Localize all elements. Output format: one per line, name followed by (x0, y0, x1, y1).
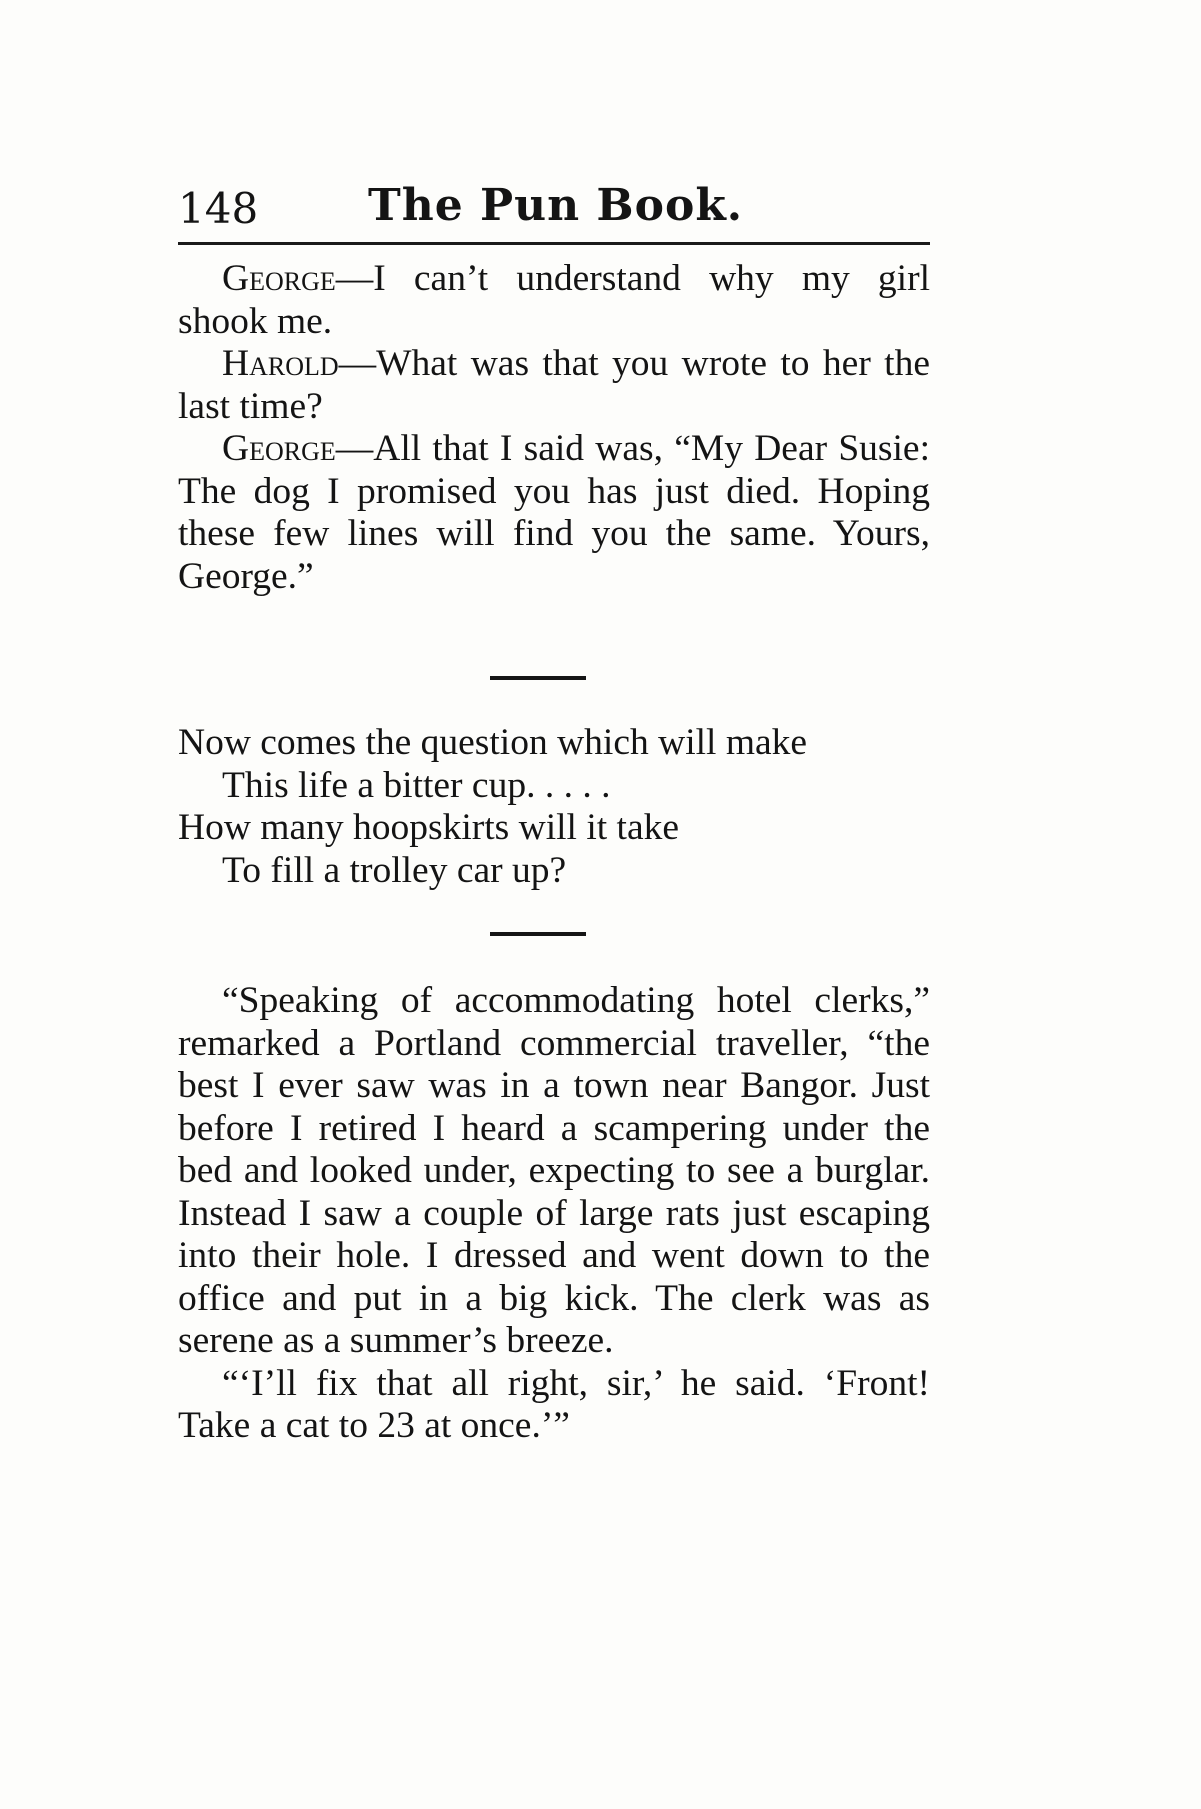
verse-section (178, 722, 938, 892)
page-number: 148 (178, 184, 259, 233)
dialogue-text: —What was that you wrote to her the last time? (178, 343, 930, 427)
dialogue-line (178, 343, 930, 428)
dialogue-line (178, 258, 930, 343)
running-head (178, 178, 930, 245)
anecdote-paragraph: “‘I’ll fix that all right, sir,’ he said. ‘Front! Take a cat to 23 at once.’” (178, 1362, 930, 1446)
section-divider (490, 676, 586, 680)
verse-line: Now comes the question which will make (178, 722, 808, 763)
dialogue-line (178, 428, 930, 598)
verse-line: This life a bitter cup. . . . . (222, 764, 611, 806)
speaker-name: Harold (222, 343, 339, 384)
anecdote-paragraph: “Speaking of accommodating hotel clerks,” remarked a Portland commercial traveller, “the best I ever saw was in a town near Bangor. Just before I retired I heard a scampering under the bed and looked under, expecting to see a burglar. Instead I saw a couple of large rats just escaping into their hole. I dressed and went down to the office and put in a big kick. The clerk was as serene as a summer’s breeze. (178, 980, 930, 1361)
verse-line: How many hoopskirts will it take (178, 807, 679, 848)
speaker-name: George (222, 258, 336, 299)
verse-line: To fill a trolley car up? (222, 849, 567, 891)
dialogue-text: —I can’t understand why my girl shook me. (178, 258, 930, 342)
speaker-name: George (222, 428, 336, 469)
book-title: The Pun Book. (368, 180, 744, 231)
section-divider (490, 932, 586, 936)
dialogue-section (178, 258, 930, 598)
anecdote-section (178, 980, 930, 1448)
dialogue-text: —All that I said was, “My Dear Susie: The dog I promised you has just died. Hoping these few lines will find you the same. Yours, George.” (178, 428, 930, 597)
